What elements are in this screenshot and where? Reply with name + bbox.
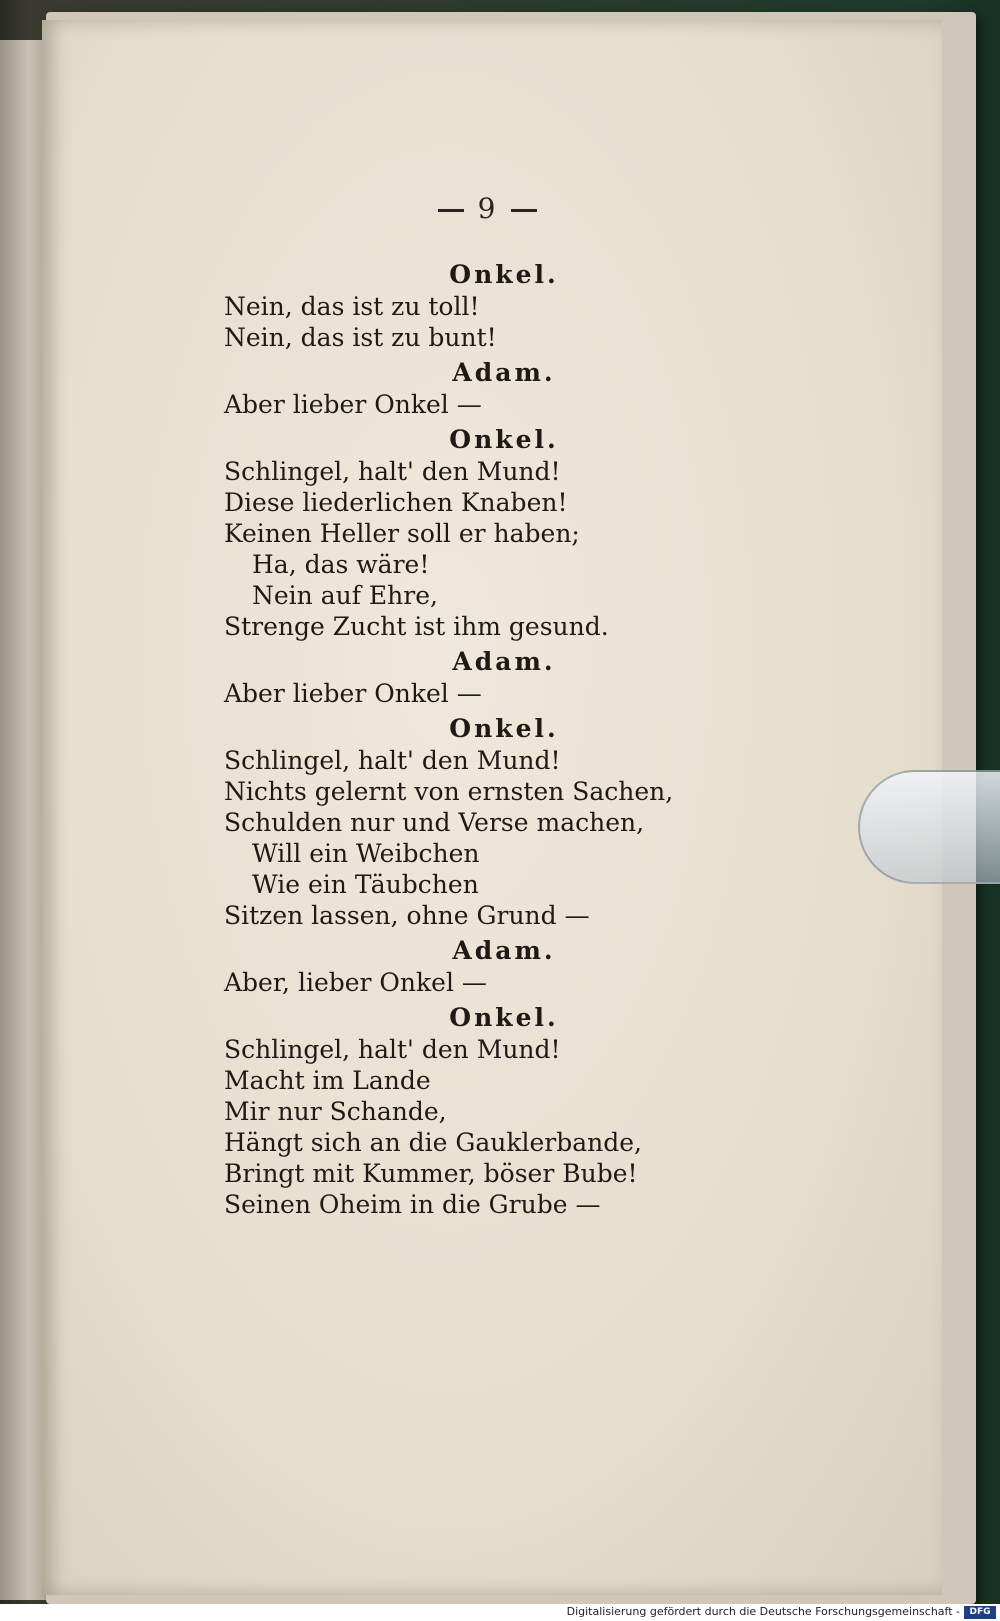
verse-line: Schlingel, halt' den Mund! [224,746,561,775]
verse-line: Nein, das ist zu bunt! [224,323,497,352]
dfg-logo: DFG [964,1606,996,1619]
verse-line: Nichts gelernt von ernsten Sachen, [224,777,674,806]
page-number-header [0,192,975,225]
speaker-name: Onkel. [449,1003,559,1032]
verse-line: Keinen Heller soll er haben; [224,519,580,548]
dash-right [511,209,537,212]
footer-bar [0,1604,1000,1621]
page-clip [858,770,1000,884]
verse-line: Bringt mit Kummer, böser Bube! [224,1159,638,1188]
speaker-name: Adam. [452,358,556,387]
speaker-name: Onkel. [449,714,559,743]
verse-line: Strenge Zucht ist ihm gesund. [224,612,609,641]
verse-line: Schlingel, halt' den Mund! [224,457,561,486]
verse-line: Seinen Oheim in die Grube — [224,1190,601,1219]
verse-line: Diese liederlichen Knaben! [224,488,568,517]
speaker-name: Onkel. [449,260,559,289]
verse-line: Schlingel, halt' den Mund! [224,1035,561,1064]
verse-line: Nein auf Ehre, [252,581,438,610]
verse-line: Schulden nur und Verse machen, [224,808,645,837]
verse-line: Aber lieber Onkel — [224,390,482,419]
verse-line: Mir nur Schande, [224,1097,447,1126]
verse-line: Macht im Lande [224,1066,431,1095]
verse-line: Aber lieber Onkel — [224,679,482,708]
funding-notice: Digitalisierung gefördert durch die Deutsche Forschungsgemeinschaft - [566,1605,960,1618]
speaker-name: Adam. [452,647,556,676]
speaker-name: Adam. [452,936,556,965]
dash-left [438,209,464,212]
verse-line: Sitzen lassen, ohne Grund — [224,901,590,930]
page-number: 9 [477,192,498,225]
verse-line: Hängt sich an die Gauklerbande, [224,1128,642,1157]
verse-text-block [224,255,744,1220]
verse-line: Ha, das wäre! [252,550,430,579]
speaker-name: Onkel. [449,425,559,454]
verse-line: Will ein Weibchen [252,839,480,868]
verse-line: Wie ein Täubchen [252,870,479,899]
verse-line: Nein, das ist zu toll! [224,292,480,321]
verse-line: Aber, lieber Onkel — [224,968,487,997]
